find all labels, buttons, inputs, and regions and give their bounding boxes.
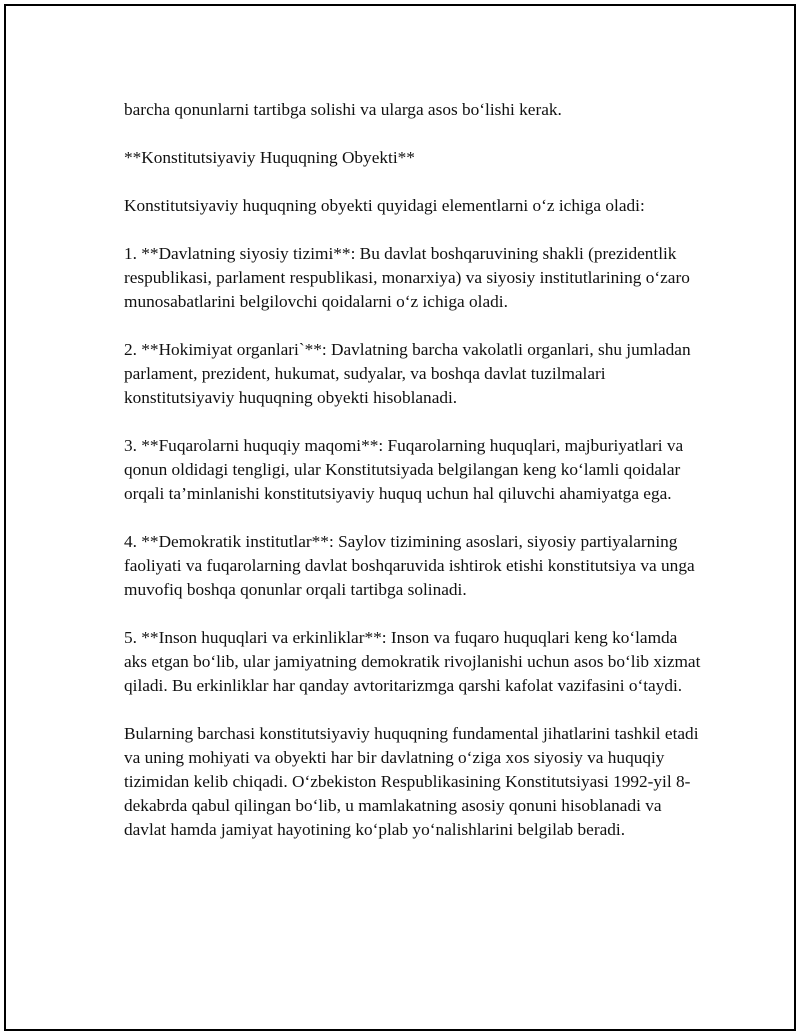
page-frame bbox=[4, 4, 796, 1031]
list-item-4: 4. **Demokratik institutlar**: Saylov tizimining asoslari, siyosiy partiyalarning faoliyati va fuqarolarning davlat boshqaruvida ishtirok etishi konstitutsiya va unga muvofiq boshqa qonunlar orqali tartibga solinadi. bbox=[124, 532, 695, 599]
paragraph-conclusion: Bularning barchasi konstitutsiyaviy huquqning fundamental jihatlarini tashkil etadi va uning mohiyati va obyekti har bir davlatning o‘ziga xos siyosiy va huquqiy tizimidan kelib chiqadi. O‘zbekiston Respublikasining Konstitutsiyasi 1992-yil 8-dekabrda qabul qilingan bo‘lib, u mamlakatning asosiy qonuni hisoblanadi va davlat hamda jamiyat hayotining ko‘plab yo‘nalishlarini belgilab beradi. bbox=[124, 724, 699, 839]
list-item-3: 3. **Fuqarolarni huquqiy maqomi**: Fuqarolarning huquqlari, majburiyatlari va qonun oldidagi tengligi, ular Konstitutsiyada belgilangan keng ko‘lamli qoidalar orqali ta’minlanishi konstitutsiyaviy huquq uchun hal qiluvchi ahamiyatga ega. bbox=[124, 436, 684, 503]
list-item-1: 1. **Davlatning siyosiy tizimi**: Bu davlat boshqaruvining shakli (prezidentlik respublikasi, parlament respublikasi, monarxiya) va siyosiy institutlarining o‘zaro munosabatlarini belgilovchi qoidalarni o‘z ichiga oladi. bbox=[124, 244, 690, 311]
paragraph-lead-in: Konstitutsiyaviy huquqning obyekti quyidagi elementlarni o‘z ichiga oladi: bbox=[124, 196, 645, 215]
list-item-5: 5. **Inson huquqlari va erkinliklar**: Inson va fuqaro huquqlari keng ko‘lamda aks etgan bo‘lib, ular jamiyatning demokratik rivojlanishi uchun asos bo‘lib xizmat qiladi. Bu erkinliklar har qanday avtoritarizmga qarshi kafolat vazifasini o‘taydi. bbox=[124, 628, 701, 695]
section-heading: **Konstitutsiyaviy Huquqning Obyekti** bbox=[124, 148, 415, 167]
list-item-2: 2. **Hokimiyat organlari`**: Davlatning barcha vakolatli organlari, shu jumladan parlament, prezident, hukumat, sudyalar, va boshqa davlat tuzilmalari konstitutsiyaviy huquqning obyekti hisoblanadi. bbox=[124, 340, 691, 407]
paragraph-intro-continuation: barcha qonunlarni tartibga solishi va ularga asos bo‘lishi kerak. bbox=[124, 100, 562, 119]
document-body bbox=[124, 98, 704, 866]
